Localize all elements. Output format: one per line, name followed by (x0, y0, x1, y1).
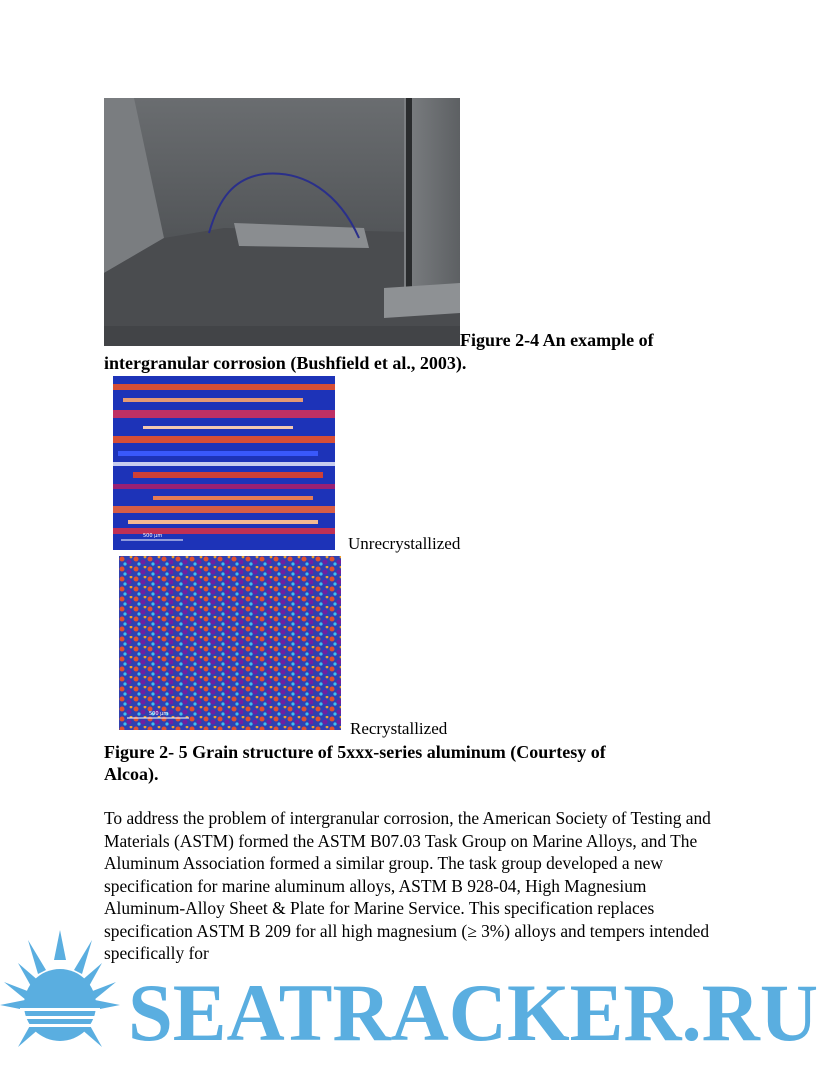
recrystallized-micrograph (119, 556, 341, 730)
figure-2-4-caption-line2: intergranular corrosion (Bushfield et al., 2003). (104, 353, 467, 373)
unrecrystallized-micrograph (113, 376, 335, 550)
figure-2-4-caption-line1: Figure 2-4 An example of (460, 330, 654, 350)
figure-2-5-caption-line1: Figure 2- 5 Grain structure of 5xxx-series aluminum (Courtesy of (104, 742, 606, 762)
watermark (0, 930, 825, 1067)
corrosion-photo (104, 98, 460, 346)
sun-logo-icon (0, 930, 120, 1047)
figure-2-5-caption-line2: Alcoa). (104, 764, 159, 784)
unrecrystallized-label: Unrecrystallized (348, 534, 461, 553)
body-paragraph: To address the problem of intergranular corrosion, the American Society of Testing and Materials (ASTM) formed the ASTM B07.03 Task Group on Marine Alloys, and The Aluminum Association formed a similar group. The task group developed a new specification for marine aluminum alloys, ASTM B 928-04, High Magnesium Aluminum-Alloy Sheet & Plate for Marine Service. This specification replaces specification ASTM B 209 for all high magnesium (≥ 3%) alloys and tempers intended specifically for (104, 808, 711, 963)
figure-2-5-caption (104, 741, 704, 785)
recrystallized-label: Recrystallized (350, 719, 448, 738)
scale-label: 500 µm (149, 711, 169, 717)
scale-label: 500 µm (143, 533, 163, 539)
watermark-text: SEATRACKER.RU (128, 967, 818, 1058)
